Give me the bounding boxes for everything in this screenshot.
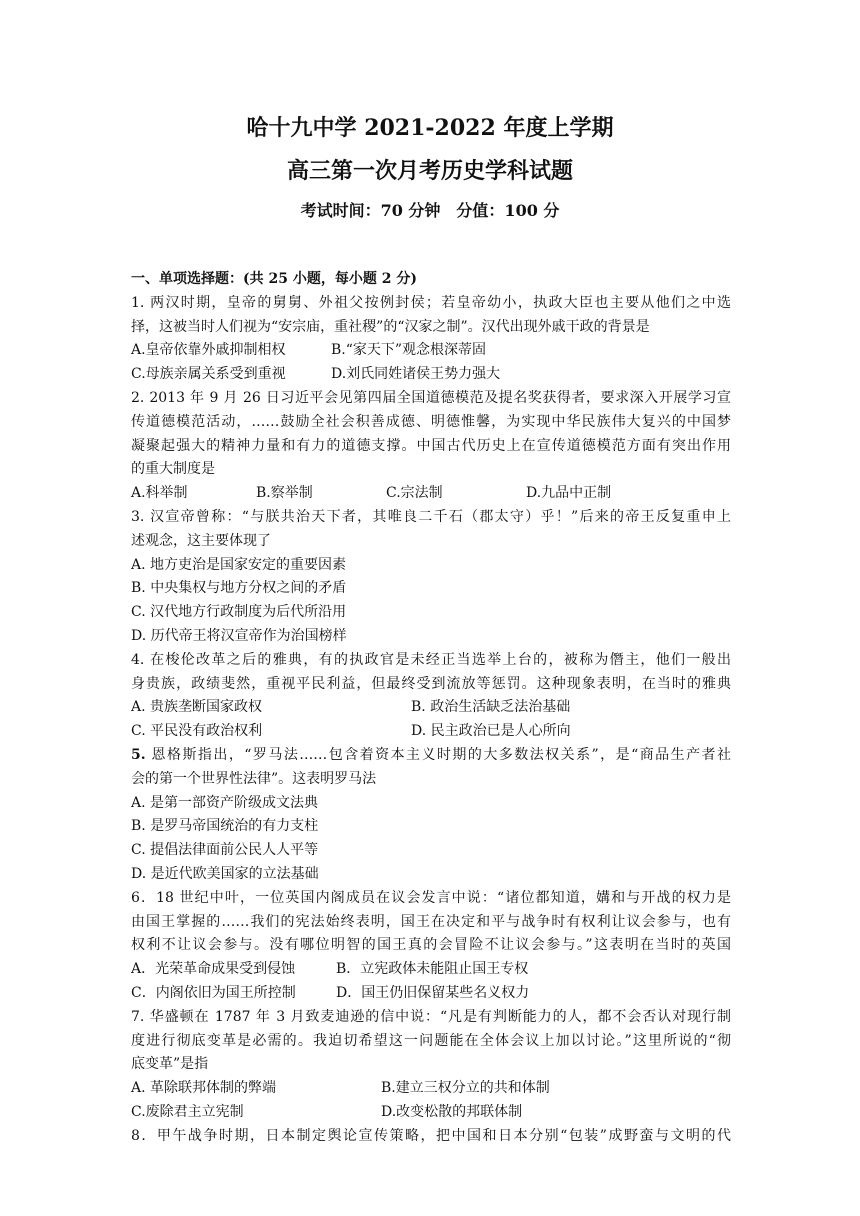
option-c[interactable]: C. 提倡法律面前公民人人平等	[131, 842, 319, 859]
option-row	[131, 1101, 731, 1125]
option-b[interactable]: B.建立三权分立的共和体制	[381, 1080, 550, 1097]
option-b[interactable]: B．立宪政体未能阻止国王专权	[336, 961, 529, 978]
option-c[interactable]: C.母族亲属关系受到重视	[131, 366, 286, 383]
question-2	[131, 387, 731, 506]
option-a[interactable]: A. 是第一部资产阶级成文法典	[131, 794, 319, 811]
question-text-line	[131, 744, 731, 768]
option-row	[131, 363, 731, 387]
option-c[interactable]: C. 汉代地方行政制度为后代所沿用	[131, 604, 347, 621]
question-text-line: 凝聚起强大的精神力量和有力的道德支撑。中国古代历史上在宣传道德模范方面有突出作用	[131, 437, 731, 454]
question-text-line: 会的第一个世界性法律”。这表明罗马法	[131, 770, 377, 787]
option-d[interactable]: D. 历代帝王将汉宣帝作为治国榜样	[131, 627, 347, 644]
exam-info: 考试时间：70 分钟 分值：100 分	[300, 201, 560, 220]
question-1	[131, 292, 731, 387]
option-row	[131, 720, 731, 744]
question-text-line: 述观念，这主要体现了	[131, 532, 271, 549]
option-a[interactable]: A.科举制	[131, 485, 188, 502]
question-text-line: 权利不让议会参与。没有哪位明智的国王真的会冒险不让议会参与。”这表明在当时的英国	[131, 937, 731, 954]
option-a[interactable]: A. 贵族垄断国家政权	[131, 699, 263, 716]
option-row	[131, 339, 731, 363]
question-text-line: 传道德模范活动，……鼓励全社会积善成德、明德惟馨，为实现中华民族伟大复兴的中国梦	[131, 413, 731, 430]
option-a[interactable]: A.皇帝依靠外戚抑制相权	[131, 342, 286, 359]
option-d[interactable]: D.九品中正制	[526, 485, 612, 502]
question-text-line: 由国王掌握的……我们的宪法始终表明，国王在决定和平与战争时有权利让议会参与，也有	[131, 913, 731, 930]
section-heading: 一、单项选择题：(共 25 小题，每小题 2 分)	[131, 271, 417, 287]
option-row	[131, 696, 731, 720]
question-text-line: 度进行彻底变革是必需的。我迫切希望这一问题能在全体会议上加以讨论。”这里所说的“彻	[131, 1032, 731, 1049]
question-8	[131, 1125, 731, 1149]
option-c[interactable]: C. 平民没有政治权利	[131, 723, 263, 740]
question-text-line: 2. 2013 年 9 月 26 日习近平会见第四届全国道德模范及提名奖获得者，要求深入开展学习宣	[131, 389, 731, 406]
option-d[interactable]: D. 民主政治已是人心所向	[411, 723, 571, 740]
option-c[interactable]: C.废除君主立宪制	[131, 1103, 244, 1120]
question-text-line: 8．甲午战争时期，日本制定舆论宣传策略，把中国和日本分别“包装”成野蛮与文明的代	[131, 1127, 731, 1144]
question-text-line: 3. 汉宣帝曾称：“与朕共治天下者，其唯良二千石（郡太守）乎！”后来的帝王反复重申上	[131, 508, 731, 525]
question-number: 5.	[131, 746, 146, 763]
option-b[interactable]: B. 是罗马帝国统治的有力支柱	[131, 818, 319, 835]
exam-subtitle: 高三第一次月考历史学科试题	[286, 158, 573, 184]
option-a[interactable]: A. 地方吏治是国家安定的重要因素	[131, 556, 347, 573]
question-text-line: 1. 两汉时期，皇帝的舅舅、外祖父按例封侯；若皇帝幼小，执政大臣也主要从他们之中选	[131, 294, 731, 311]
option-d[interactable]: D.刘氏同姓诸侯王势力强大	[331, 366, 501, 383]
question-text-line: 7. 华盛顿在 1787 年 3 月致麦迪逊的信中说：“凡是有判断能力的人，都不会否认对现行制	[131, 1008, 731, 1025]
option-d[interactable]: D. 是近代欧美国家的立法基础	[131, 865, 319, 882]
option-row	[131, 482, 731, 506]
option-b[interactable]: B.察举制	[256, 485, 313, 502]
question-text-line: 6．18 世纪中叶，一位英国内阁成员在议会发言中说：“诸位都知道，媾和与开战的权力是	[131, 889, 731, 906]
exam-title: 哈十九中学 2021-2022 年度上学期	[246, 115, 614, 141]
question-3	[131, 506, 731, 649]
question-4	[131, 649, 731, 744]
question-text: 恩格斯指出，“罗马法……包含着资本主义时期的大多数法权关系”，是“商品生产者社	[145, 746, 731, 763]
option-b[interactable]: B. 中央集权与地方分权之间的矛盾	[131, 580, 347, 597]
option-d[interactable]: D．国王仍旧保留某些名义权力	[336, 984, 530, 1001]
question-text-line: 底变革”是指	[131, 1056, 209, 1073]
option-d[interactable]: D.改变松散的邦联体制	[381, 1103, 523, 1120]
option-row	[131, 982, 731, 1006]
option-a[interactable]: A. 革除联邦体制的弊端	[131, 1080, 277, 1097]
question-7	[131, 1006, 731, 1125]
question-6	[131, 887, 731, 1006]
question-5	[131, 744, 731, 887]
option-c[interactable]: C.宗法制	[386, 485, 443, 502]
option-row	[131, 958, 731, 982]
question-text-line: 择，这被当时人们视为“安宗庙，重社稷”的“汉家之制”。汉代出现外戚干政的背景是	[131, 318, 650, 335]
option-b[interactable]: B. 政治生活缺乏法治基础	[411, 699, 571, 716]
option-b[interactable]: B.“家天下”观念根深蒂固	[331, 342, 487, 359]
option-a[interactable]: A．光荣革命成果受到侵蚀	[131, 961, 296, 978]
question-text-line: 身贵族，政绩斐然，重视平民利益，但最终受到流放等惩罚。这种现象表明，在当时的雅典	[131, 675, 731, 692]
option-c[interactable]: C．内阁依旧为国王所控制	[131, 984, 296, 1001]
option-row	[131, 1077, 731, 1101]
question-text-line: 的重大制度是	[131, 461, 215, 478]
exam-body	[131, 268, 731, 1148]
question-text-line: 4. 在梭伦改革之后的雅典，有的执政官是未经正当选举上台的，被称为僭主，他们一般出	[131, 651, 731, 668]
